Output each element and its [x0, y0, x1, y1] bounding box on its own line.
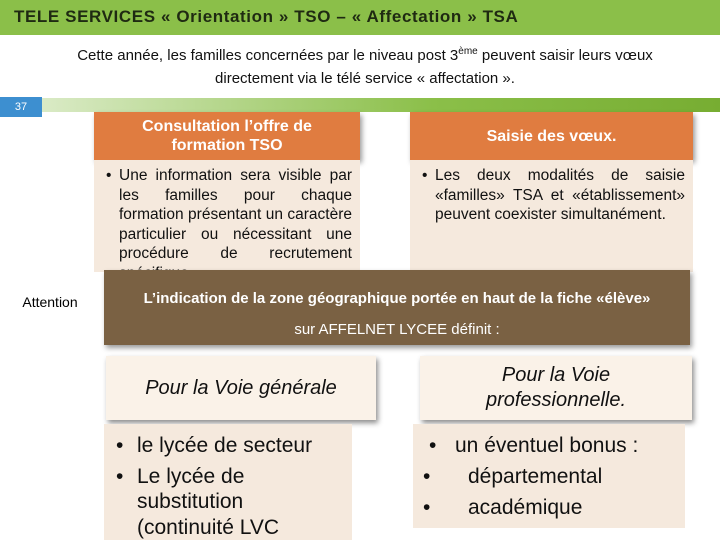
voie-pro-header	[420, 356, 692, 420]
intro-line1-end: peuvent saisir leurs vœux	[477, 47, 653, 64]
tso-description: Une information sera visible par les familles pour chaque formation présentant un caractère particulier ou nécessitant une procédure de recrutement	[119, 167, 352, 262]
tso-panel	[94, 160, 360, 272]
tso-bullet: •	[106, 167, 112, 184]
attention-label: Attention	[0, 287, 100, 317]
voie-pro-title-line1: Pour la Voie	[501, 364, 611, 386]
title-bar	[0, 0, 720, 35]
vp-item-3: académique	[468, 496, 583, 519]
voie-pro-list	[413, 424, 685, 528]
vg-item-2: Le lycée de	[137, 465, 245, 488]
tsa-description: Les deux modalités de saisie «familles» TSA et «établissement» peuvent coexister simultanément.	[435, 167, 685, 223]
vp-item-1: un éventuel bonus :	[455, 434, 639, 457]
voie-generale-header	[106, 356, 376, 420]
vg-bullet-2: •	[116, 465, 124, 488]
vp-item-2: départemental	[468, 465, 603, 488]
tsa-header-label: Saisie des vœux.	[486, 127, 617, 145]
intro-line1-start: Cette année, les familles concernées par le niveau post 3	[77, 47, 459, 64]
green-divider	[0, 98, 720, 112]
tsa-header	[410, 112, 693, 160]
slide-title: TELE SERVICES « Orientation » TSO – « Affectation » TSA	[14, 7, 519, 26]
tsa-bullet: •	[422, 167, 428, 184]
voie-generale-list	[104, 424, 352, 540]
vp-bullet-2: •	[423, 465, 431, 488]
voie-pro-title-line2: professionnelle.	[485, 389, 627, 411]
intro-line2: directement via le télé service « affectation ».	[215, 70, 515, 87]
vg-item-4: (continuité LVC	[137, 516, 280, 539]
intro-superscript: ème	[458, 46, 478, 57]
attention-line2: sur AFFELNET LYCEE définit :	[294, 321, 500, 338]
slide-number: 37	[0, 97, 42, 117]
attention-box	[104, 270, 690, 345]
tsa-panel	[410, 160, 693, 272]
vg-item-3: substitution	[137, 490, 244, 513]
tso-header-label: Consultation l’offre de formation TSO	[142, 118, 312, 154]
vp-bullet-1: •	[429, 434, 437, 457]
vg-bullet-1: •	[116, 434, 124, 457]
attention-line1: L’indication de la zone géographique portée en haut de la fiche «élève»	[143, 290, 651, 307]
vp-bullet-3: •	[423, 496, 431, 519]
tso-header	[94, 112, 360, 160]
intro-text	[20, 40, 710, 90]
voie-generale-title: Pour la Voie générale	[145, 376, 337, 399]
vg-item-1: le lycée de secteur	[137, 434, 313, 457]
